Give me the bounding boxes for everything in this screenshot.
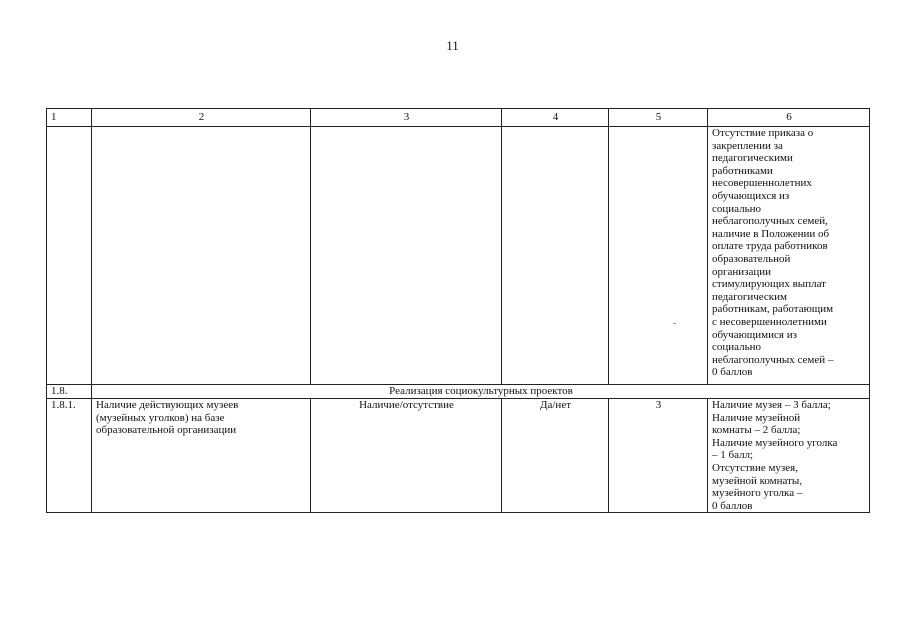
header-cell-3: 3	[311, 109, 502, 127]
item-indicator-cell: Наличие действующих музеев (музейных уголков) на базе образовательной организации	[92, 399, 311, 513]
criteria-table	[46, 108, 870, 513]
scan-mark	[673, 323, 676, 324]
item-scoring-cell: Наличие музея – 3 балла; Наличие музейной комнаты – 2 балла; Наличие музейного уголка – 1 балл; Отсутствие музея, музейной комнаты, музейного уголка – 0 баллов	[708, 399, 870, 513]
section-title-cell: Реализация социокультурных проектов	[92, 385, 870, 399]
item-number-cell: 1.8.1.	[47, 399, 92, 513]
item-criterion-cell: Наличие/отсутствие	[311, 399, 502, 513]
header-cell-2: 2	[92, 109, 311, 127]
header-cell-5: 5	[609, 109, 708, 127]
header-cell-6: 6	[708, 109, 870, 127]
continuation-measure-cell	[502, 127, 609, 385]
section-number-cell: 1.8.	[47, 385, 92, 399]
continuation-score-cell	[609, 127, 708, 385]
continuation-criterion-cell	[311, 127, 502, 385]
page-number: 11	[446, 38, 459, 53]
header-cell-4: 4	[502, 109, 609, 127]
item-measure-cell: Да/нет	[502, 399, 609, 513]
item-max-score-cell: 3	[609, 399, 708, 513]
continuation-scoring-cell: Отсутствие приказа о закреплении за педагогическими работниками несовершеннолетних обучающихся из социально неблагополучных семей, наличие в Положении об оплате труда работников образовательной организации стимулирующих выплат педагогическим работникам, работающим с несовершеннолетними обучающимися из социально неблагополучных семей – 0 баллов	[708, 127, 870, 385]
table-header-row	[47, 109, 870, 127]
header-cell-1: 1	[47, 109, 92, 127]
continuation-number-cell	[47, 127, 92, 385]
section-row	[47, 385, 870, 399]
item-row	[47, 399, 870, 513]
continuation-indicator-cell	[92, 127, 311, 385]
continuation-row	[47, 127, 870, 385]
